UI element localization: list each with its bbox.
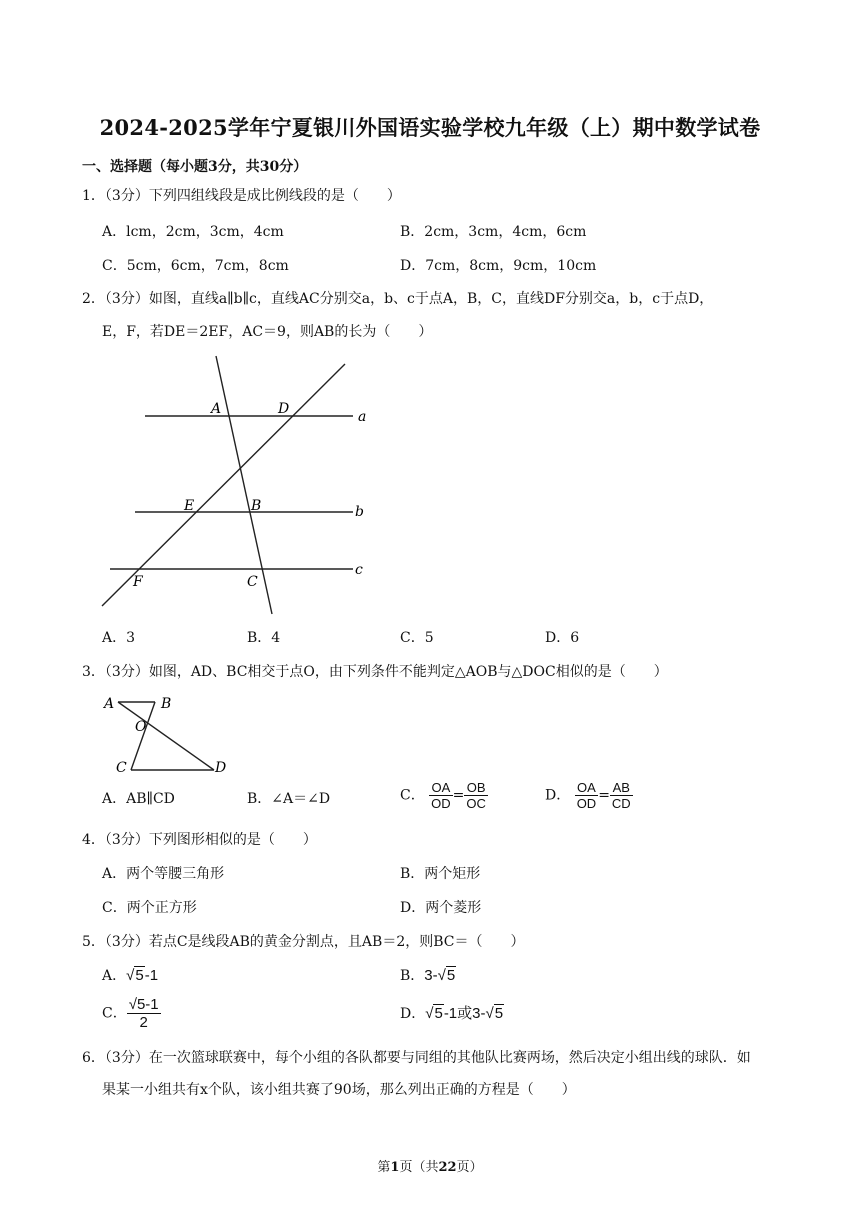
option-label: C． (400, 787, 425, 804)
question-4-stem: 4．（3分）下列图形相似的是（ ） (82, 832, 317, 848)
option-label: D． (545, 787, 571, 804)
label-point-b: B (161, 696, 172, 712)
page-title: 2024-2025学年宁夏银川外国语实验学校九年级（上）期中数学试卷 (99, 115, 761, 140)
label-line-a: a (358, 409, 367, 425)
q3-option-b: B．∠A＝∠D (247, 791, 331, 807)
label-point-b: B (251, 498, 262, 514)
label-point-a: A (211, 401, 222, 417)
q4-option-c: C．两个正方形 (102, 900, 197, 916)
question-6-stem-line2: 果某一小组共有x个队，该小组共赛了90场，那么列出正确的方程是（ ） (102, 1082, 576, 1098)
q2-option-a: A．3 (102, 630, 136, 646)
label-point-a: A (104, 696, 115, 712)
crossing-triangles-figure (100, 690, 240, 778)
q2-option-c: C．5 (400, 630, 434, 646)
label-point-e: E (184, 498, 195, 514)
q1-option-b: B．2cm，3cm，4cm，6cm (400, 224, 587, 240)
q5-option-a: A．√5-1 (102, 967, 159, 984)
label-point-c: C (116, 760, 127, 776)
q4-option-b: B．两个矩形 (400, 866, 481, 882)
fraction-ob-oc: $\frac{OB}{OC}$ (466, 780, 486, 811)
q4-option-a: A．两个等腰三角形 (102, 866, 225, 882)
line-df (102, 364, 345, 606)
label-line-b: b (355, 504, 364, 520)
q1-option-c: C．5cm，6cm，7cm，8cm (102, 258, 289, 274)
page-footer: 第1页（共22页） (377, 1160, 483, 1175)
question-1-stem: 1．（3分）下列四组线段是成比例线段的是（ ） (82, 188, 401, 204)
q2-option-b: B．4 (247, 630, 281, 646)
question-6-stem-line1: 6．（3分）在一次篮球联赛中，每个小组的各队都要与同组的其他队比赛两场，然后决定小组出线的球队．如 (82, 1050, 751, 1066)
label-point-o: O (135, 719, 147, 735)
q5-option-d: D．√5-1或3-√5 (400, 1005, 504, 1022)
question-2-stem-line2: E，F，若DE＝2EF，AC＝9，则AB的长为（ ） (102, 324, 433, 340)
label-line-c: c (355, 562, 363, 578)
question-5-stem: 5．（3分）若点C是线段AB的黄金分割点，且AB＝2，则BC＝（ ） (82, 934, 525, 950)
q2-option-d: D．6 (545, 630, 580, 646)
label-point-d: D (278, 401, 290, 417)
label-point-f: F (133, 574, 143, 590)
fraction-oa-od: $\frac{OA}{OD}$ (431, 780, 451, 811)
q4-option-d: D．两个菱形 (400, 900, 482, 916)
fraction-oa-od: $\frac{OA}{OD}$ (576, 780, 597, 811)
q5-option-c: C． $\frac{√5-1}{2}$ (102, 996, 159, 1031)
parallel-lines-figure (95, 350, 385, 620)
question-3-stem: 3．（3分）如图，AD、BC相交于点O，由下列条件不能判定△AOB与△DOC相似的是（ ） (82, 664, 668, 680)
question-2-stem-line1: 2．（3分）如图，直线a∥b∥c，直线AC分别交a，b、c于点A，B，C，直线DF分别交a，b，c于点D， (82, 291, 714, 307)
label-point-d: D (215, 760, 227, 776)
equals-sign: = (452, 787, 465, 804)
q3-option-c (400, 780, 488, 811)
q1-option-d: D．7cm，8cm，9cm，10cm (400, 258, 597, 274)
section-heading: 一、选择题（每小题3分，共30分） (82, 159, 308, 175)
equals-sign: = (598, 787, 610, 804)
q1-option-a: A．lcm，2cm，3cm，4cm (102, 224, 284, 240)
fraction-ab-cd: $\frac{AB}{CD}$ (611, 780, 631, 811)
label-point-c: C (247, 574, 258, 590)
q3-option-a: A．AB∥CD (102, 791, 175, 807)
q3-option-d (545, 780, 633, 811)
q5-option-b: B．3-√5 (400, 967, 456, 984)
